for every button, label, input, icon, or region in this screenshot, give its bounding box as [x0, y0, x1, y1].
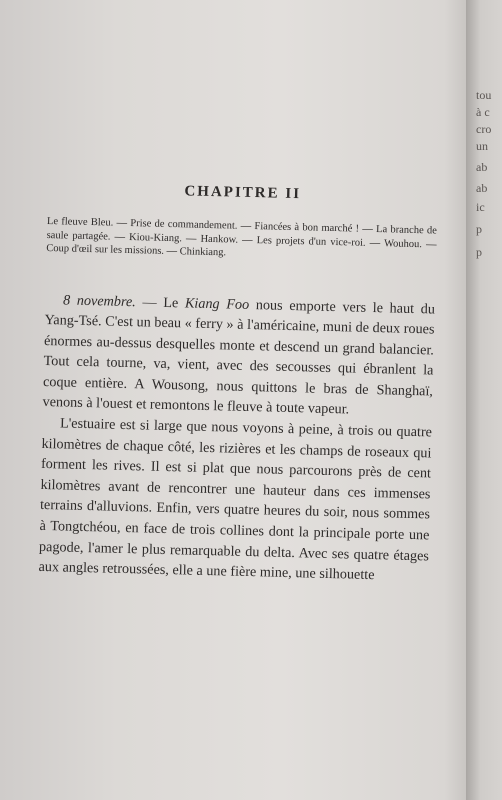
paragraph-1-text-b: nous emporte vers le haut du Yang-Tsé. C'est un beau « ferry » à l'américaine, muni de deux roues énormes au-dessus desquelles monte et descend un grand balancier. Tout cela tourne, va, vient, avec des secousses qui ébranlent la coque entière. A Wousong, nous quittons le bras de Shanghaï, venons à l'ouest et remontons le fleuve à toute vapeur. [42, 296, 436, 418]
right-page-fragment: ic [476, 200, 485, 214]
chapter-title: CHAPITRE II [184, 183, 302, 203]
right-page-fragment: un [476, 139, 488, 153]
right-page-fragment: cro [476, 122, 492, 136]
ship-name: Kiang Foo [184, 294, 250, 313]
chapter-summary: Le fleuve Bleu. — Prise de commandement. — Fiancées à bon marché ! — La branche de saule partagée. — Kiou-Kiang. — Hankow. — Les projets d'un vice-roi. — Wouhou. — Coup d'œil sur les missions. — Chinkiang. [46, 215, 438, 259]
adjacent-page-edge [466, 0, 502, 800]
paragraph-2: L'estuaire est si large que nous voyons à peine, à trois ou quatre kilomètres de chaque côté, les rizières et les champs de roseaux qui forment les rives. Il est si plat que nous parcourons près de cent kilomètres avant de rencontrer une hauteur dans ces immenses terrains d'alluvions. Enfin, vers quatre heures du soir, nous sommes à Tongtchéou, en face de trois collines dont la principale porte une pagode, l'amer le plus remarquable du delta. Avec ses quatre étages aux angles retroussées, elle a une fière mine, une silhouette [38, 415, 433, 584]
paragraph-1 [42, 289, 435, 422]
right-page-fragment: tou [476, 88, 492, 102]
date-label: 8 novembre. [62, 291, 136, 310]
page-content [38, 180, 438, 587]
right-page-fragment: ab [476, 160, 488, 174]
right-page-fragment: p [476, 245, 482, 259]
paragraph-1-text-a: — Le [135, 293, 186, 311]
right-page-fragment: à c [476, 105, 490, 119]
right-page-fragment: ab [476, 181, 488, 195]
right-page-fragment: p [476, 222, 482, 236]
